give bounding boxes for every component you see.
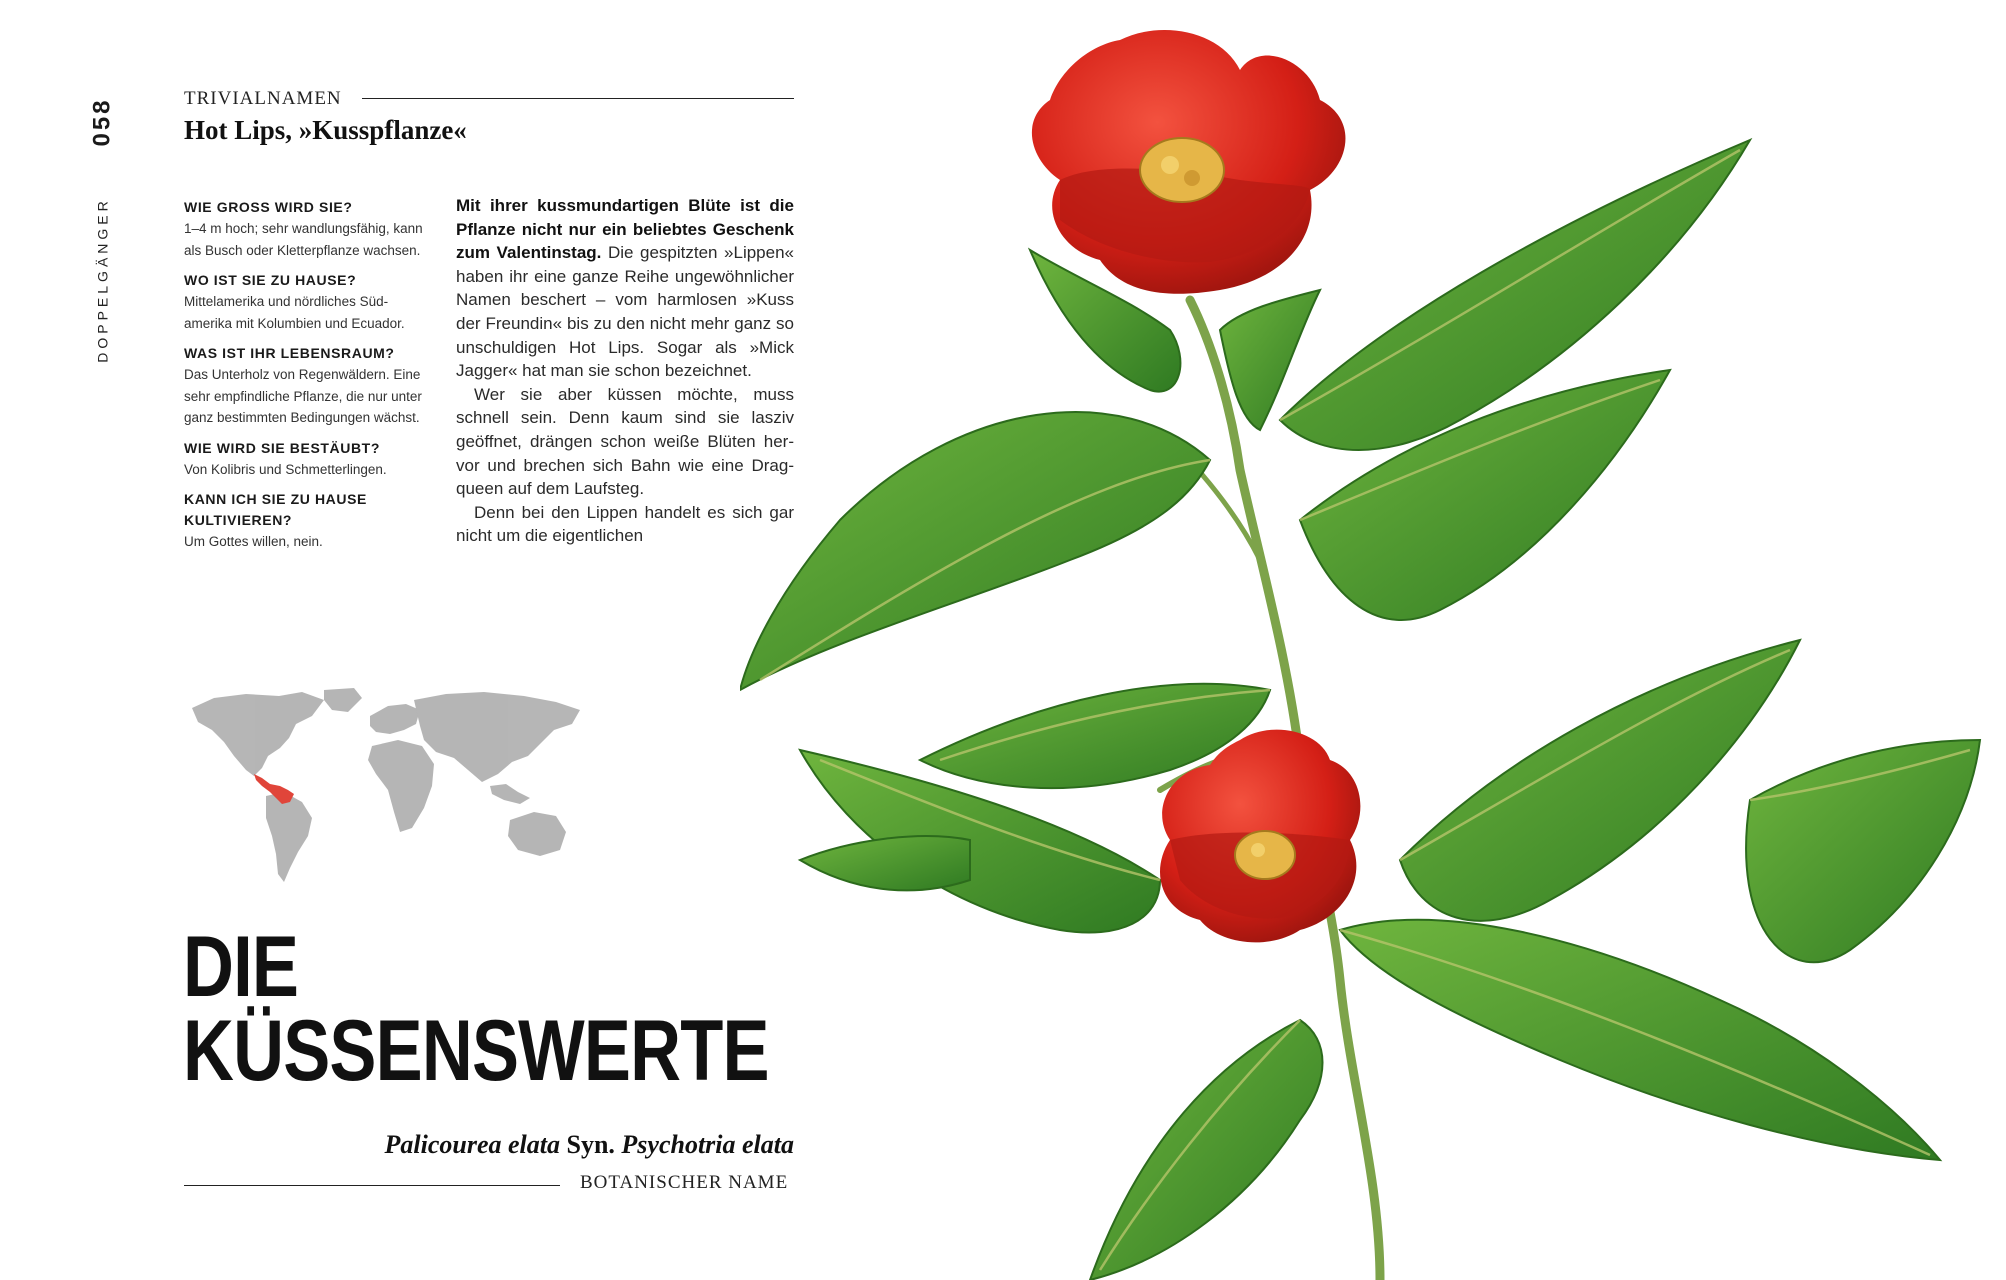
lead-continuation: Die gespitzten »Lippen« haben ihr eine ganze Reihe ungewöhnlicher Namen beschert – vom harmlosen »Kuss der Freundin« bis zu den nicht mehr ganz so unschuldigen Hot Lips. Sogar als »Mick Jagger« hat man sie schon bezeichnet. — [456, 243, 794, 381]
distribution-world-map — [184, 686, 592, 886]
plant-illustration — [740, 0, 2006, 1280]
headline — [183, 919, 769, 1099]
faq-column — [184, 197, 429, 562]
botanical-name — [184, 1130, 794, 1160]
leaf — [1090, 1020, 1323, 1280]
section-label: DOPPELGÄNGER — [95, 197, 112, 363]
continent-europe — [370, 704, 420, 734]
faq-answer: 1–4 m hoch; sehr wandlungsfähig, kann als Busch oder Kletterpflanze wachsen. — [184, 221, 423, 258]
continent-north-america — [192, 692, 324, 776]
botanical-name-label: BOTANISCHER NAME — [580, 1172, 789, 1193]
flower-top — [1032, 30, 1346, 294]
botanical-name-primary: Palicourea elata — [384, 1130, 560, 1159]
faq-question: WIE WIRD SIE BESTÄUBT? — [184, 439, 380, 456]
continent-australia — [508, 812, 566, 856]
body-paragraph-3: Denn bei den Lippen handelt es sich gar nicht um die eigentlichen — [456, 502, 794, 546]
faq-answer: Von Kolibris und Schmetterlingen. — [184, 461, 387, 477]
leaf — [1400, 640, 1800, 921]
world-landmasses — [192, 688, 580, 882]
page-number: 058 — [88, 97, 116, 147]
botanical-syn: Syn. — [559, 1130, 622, 1159]
continent-asia — [414, 692, 580, 782]
footer-rule — [184, 1185, 560, 1186]
headline-line-1: DIE — [183, 919, 299, 1015]
faq-question: KANN ICH SIE ZU HAUSE KULTIVIEREN? — [184, 491, 367, 528]
continent-africa — [368, 740, 434, 832]
continent-southeast-asia — [490, 784, 530, 804]
header-rule — [362, 98, 794, 99]
common-names: Hot Lips, »Kusspflanze« — [184, 115, 467, 145]
faq-question: WO IST SIE ZU HAUSE? — [184, 272, 357, 288]
faq-answer: Um Gottes willen, nein. — [184, 534, 323, 549]
faq-answer: Das Unterholz von Regenwäldern. Eine sehr empfindliche Pflanze, die nur unter ganz bestimmten Bedingungen wächst. — [184, 367, 422, 425]
faq-question: WAS IST IHR LEBENSRAUM? — [184, 345, 395, 361]
continent-south-america — [266, 792, 312, 882]
leaf — [1746, 740, 1980, 962]
headline-line-2: KÜSSENSWERTE — [183, 1003, 769, 1099]
faq-question: WIE GROSS WIRD SIE? — [184, 199, 353, 215]
continent-greenland — [324, 688, 362, 712]
botanical-name-synonym: Psychotria elata — [621, 1130, 794, 1159]
common-names-label: TRIVIALNAMEN — [184, 88, 342, 109]
lead-sentence: Mit ihrer kussmundartigen Blüte ist die Pflanze nicht nur ein beliebtes Geschenk zum Valentinstag. — [456, 196, 794, 263]
faq-answer: Mittelamerika und nördliches Südamerika mit Kolumbien und Ecuador. — [184, 294, 405, 331]
body-paragraph-2: Wer sie aber küssen möchte, muss schnell sein. Denn kaum sind sie lasziv geöffnet, drängen schon weiße Blüten hervor und brechen sich Bahn wie eine Dragqueen auf dem Laufsteg. — [456, 384, 794, 499]
leaf — [800, 836, 970, 890]
